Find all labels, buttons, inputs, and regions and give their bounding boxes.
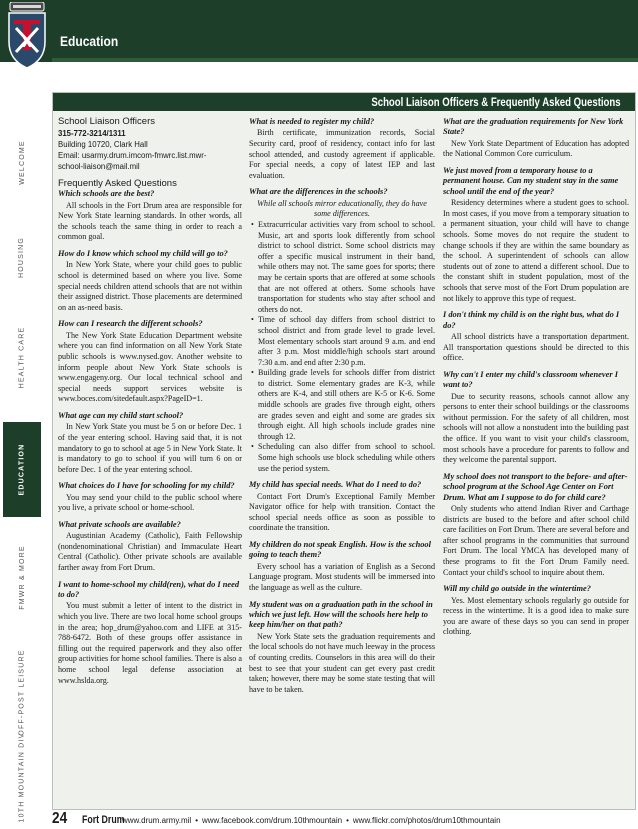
page-number: 24 (52, 810, 68, 827)
svg-text:X: X (22, 35, 32, 50)
faq-question: I want to home-school my child(ren), what do I need to do? (58, 579, 240, 600)
list-item: • Scheduling can also differ from school to school. Some high schools use block scheduling while others use the period system. (258, 442, 435, 474)
faq-question: What age can my child start school? (58, 410, 184, 420)
footer-link-facebook[interactable]: www.facebook.com/drum.10thmountain (202, 816, 343, 825)
faq-question: What are the graduation requirements for New York State? (443, 117, 624, 137)
faq-question: What are the differences in the schools? (249, 187, 388, 197)
faq-answer: Residency determines where a student goes to school. In most cases, if you move from a temporary situation to a permanent situation, your child will have to change schools. Some moves do not require the student to change schools if they are within the same boundary as the school. A superintendent of schools can allow students out of zone to attend a different school. Due to the constant shift in student population, most of the schools that serve most of the Fort Drum population are not likely to approve this type of request. (443, 198, 629, 303)
faq-answer: Contact Fort Drum's Exceptional Family Member Navigator office for help with transition. Contact the school special needs office as soon as possible to coordinate the transition. (249, 491, 435, 533)
faq-panel (52, 92, 636, 810)
faq-question: We just moved from a temporary house to a permanent house. Can my student stay in the same school until the end of the year? (443, 166, 619, 196)
page-footer (52, 812, 638, 829)
panel-title-bar (53, 93, 635, 111)
faq-answer: All school districts have a transportation department. All transportation questions should be directed to this office. (443, 331, 629, 363)
column-1 (58, 117, 242, 686)
bullet-separator-icon: • (346, 816, 349, 825)
panel-title: School Liaison Officers & Frequently Asked Questions (371, 95, 621, 109)
differences-list (249, 220, 435, 474)
side-nav (0, 72, 44, 829)
column-3 (443, 117, 629, 638)
faq-question: What choices do I have for schooling for my child? (58, 481, 235, 491)
bullet-separator-icon: • (195, 816, 198, 825)
faq-answer: You must submit a letter of intent to the district in which you live. There are two local home school groups in the area; hop_drum@yahoo.com and LIFE at 315-788-6472. Both of these groups offer assistance in filling out the required paperwork and they also offer group activities for home school families. There is also a home school legal defense association at www.hslda.org. (58, 601, 242, 685)
faq-question: My children do not speak English. How is the school going to teach them? (249, 540, 431, 560)
faq-answer: Only students who attend Indian River and Carthage districts are bused to the before and after school child care facilities on Fort Drum. There are several before and after school programs in the communities that surround Fort Drum. The local YMCA has developed many of these programs to fit the Fort Drum Family need. Contact your child's school to inquire about them. (443, 503, 629, 577)
side-nav-10th-mountain-div[interactable]: 10TH MOUNTAIN DIV (18, 732, 26, 822)
column-2 (249, 117, 435, 695)
faq-answer: In New York State you must be 5 on or before Dec. 1 of the year entering school. Having said that, it is not mandatory to go to school at age 5 in New York State. It is mandatory to go to school if you will turn 6 on or before Dec. 1 of the year entering school. (58, 422, 242, 474)
sano-title: School Liaison Officers (58, 116, 155, 127)
faq-question: What is needed to register my child? (249, 117, 375, 126)
side-nav-health-care[interactable]: HEALTH CARE (18, 326, 26, 388)
sano-phone: 315-772-3214/1311 (58, 128, 126, 138)
faq-question: How can I research the different schools? (58, 319, 203, 329)
footer-link-flickr[interactable]: www.flickr.com/photos/drum10thmountain (352, 816, 501, 825)
faq-answer: New York State Department of Education has adopted the National Common Core curriculum. (443, 138, 629, 159)
side-nav-welcome[interactable]: WELCOME (18, 139, 26, 185)
faq-answer: The New York State Education Department website where you can find information on all New York State public schools is www.nysed.gov. Another website to inform people about New York State schools is www.engageny.org. Our local technical school and special needs support services website is www.boces.com/sitedefault.aspx?PageID=1. (58, 330, 242, 404)
section-title: Education (60, 33, 119, 49)
footer-brand: Fort Drum (82, 814, 125, 826)
faq-question: My child has special needs. What do I need to do? (249, 480, 422, 490)
faq-answer: Due to security reasons, schools cannot allow any persons to enter their school buildings or the classrooms without permission. For the safety of all children, most schools will not allow a nonstudent into the building past the office. If you want to visit your child's classroom, most schools have a procedure for parents to follow and they welcome the parental support. (443, 391, 629, 465)
10th-mountain-shield-icon (4, 2, 50, 70)
faq-answer: Augustinian Academy (Catholic), Faith Fellowship (nondenominational Christian) and Immaculate Heart Central (Catholic). Other private schools are available farther away from Fort Drum. (58, 531, 242, 573)
page-header (0, 0, 638, 62)
list-item: • Extracurricular activities vary from school to school. Music, art and sports look differently from school district to school district. Some school districts may offer a specific musical instrument in their band, while others may not. The same goes for sports; there may be certain sports that are offered at some schools that are not offered at others. Some schools have transportation for students who stay after school and others do not. (258, 220, 435, 315)
sano-email-line-2: school-liaison@mail.mil (58, 161, 140, 171)
faq-answer: Yes. Most elementary schools regularly go outside for recess in the wintertime. It is a good idea to make sure you are aware of these days so you can send in proper clothing. (443, 595, 629, 637)
faq-answer: Birth certificate, immunization records, Social Security card, proof of residency, contact info for last school attended, and custody agreement if applicable. For special needs, a copy of latest IEP and last evaluation. (249, 128, 435, 180)
list-item: • Time of school day differs from school district to school district and from grade level to grade level. Most elementary schools start around 9 a.m. and end after 3 p.m. Most middle/high schools start around 7:30 a.m. and end after 2:30 p.m. (258, 315, 435, 368)
faq-question: My student was on a graduation path in the school in which we just left. How will the schools here help to keep him/her on that path? (249, 599, 433, 630)
faq-question: Why can't I enter my child's classroom whenever I want to? (443, 369, 618, 390)
faq-question: My school does not transport to the before- and after-school program at the School Age Center on Fort Drum. What am I suppose to do for child care? (443, 471, 628, 502)
faq-answer: In New York State, where your child goes to public school is determined based on where you live. Some special needs children attend schools that are not within their assigned district. Those placements are determined on an as-need basis. (58, 260, 242, 312)
faq-subheading: While all schools mirror educationally, they do have some differences. (257, 198, 427, 219)
sano-email-line-1: Email: usarmy.drum.imcom-fmwrc.list.mwr- (58, 150, 207, 160)
footer-links (122, 816, 501, 825)
faq-answer: Every school has a variation of English as a Second Language program. Most students will be immersed into the language as well as the culture. (249, 561, 435, 592)
side-nav-education[interactable]: EDUCATION (3, 422, 41, 517)
footer-link-website[interactable]: www.drum.army.mil (122, 816, 192, 825)
faq-answer: You may send your child to the public school where you live, a private school or home-school. (58, 492, 242, 513)
side-nav-housing[interactable]: HOUSING (18, 236, 26, 278)
list-item: • Building grade levels for schools differ from district to district. Some elementary grades are K-3, while others are K-4, and still others are K-5 or K-6. Some middle schools are grades five through eight, others are grades seven and eight and some are grades six through eight. All high schools include grades nine through 12. (258, 368, 435, 442)
faq-title: Frequently Asked Questions (58, 177, 177, 189)
faq-question: Will my child go outside in the wintertime? (443, 584, 591, 594)
faq-question: How do I know which school my child will go to? (58, 248, 228, 258)
faq-answer: New York State sets the graduation requirements and the local schools do not have much leeway in the process of counting credits. Counselors in this area will do their best to see that your student can get every past credit taken; however, there may be some state testing that will have to be taken. (249, 631, 435, 694)
sano-address: Building 10720, Clark Hall (58, 139, 148, 149)
side-nav-off-post-leisure[interactable]: OFF-POST LEISURE (18, 648, 26, 736)
side-nav-fmwr-more[interactable]: FMWR & MORE (18, 545, 26, 610)
faq-question: What private schools are available? (58, 519, 181, 529)
faq-question: I don't think my child is on the right bus, what do I do? (443, 310, 620, 330)
faq-answer: All schools in the Fort Drum area are responsible for New York State learning standards. In other words, all the schools teach the same thing in order to reach a common goal. (58, 200, 242, 242)
faq-question: Which schools are the best? (58, 189, 155, 199)
header-stripe (52, 58, 638, 62)
